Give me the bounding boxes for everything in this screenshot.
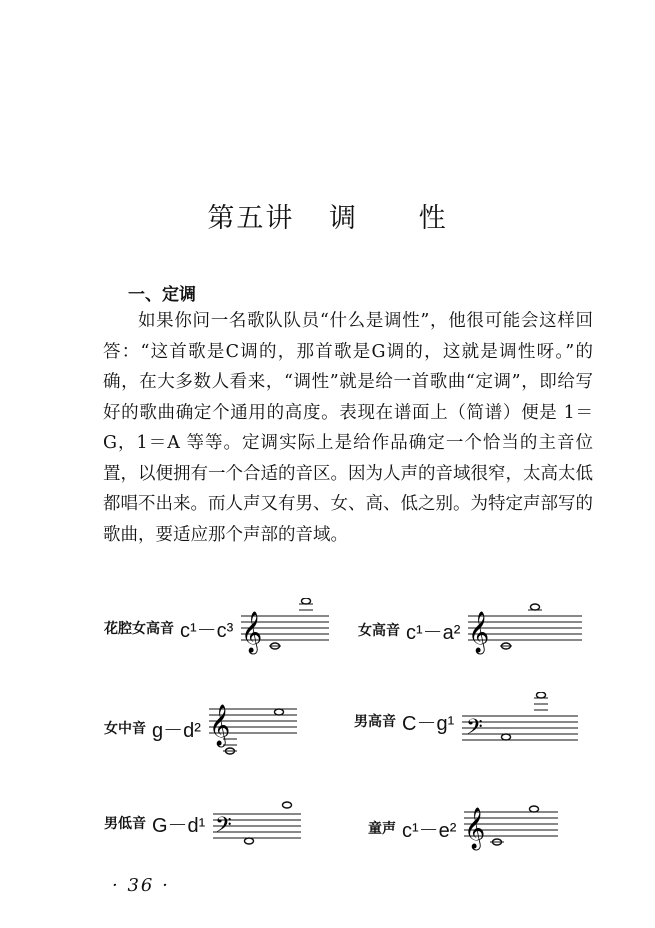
range-label: C－g¹ bbox=[402, 712, 455, 735]
page-number: · 36 · bbox=[112, 875, 170, 896]
range-label: c¹－e² bbox=[402, 819, 457, 842]
high-note bbox=[302, 598, 311, 604]
treble-clef-icon: 𝄞 bbox=[208, 705, 231, 746]
range-item-bass bbox=[104, 798, 303, 848]
voice-label: 童声 bbox=[368, 821, 396, 837]
high-note bbox=[283, 802, 292, 808]
treble-staff bbox=[239, 598, 331, 658]
treble-staff bbox=[466, 602, 584, 658]
paragraph: 如果你问一名歌队队员“什么是调性”，他很可能会这样回答：“这首歌是C调的，那首歌是G调的，这就是调性呀。”的确，在大多数人看来，“调性”就是给一首歌曲“定调”，即给写好的歌曲确定个通用的高度。表现在谱面上（简谱）便是 1＝G，1＝A 等等。定调实际上是给作品确定一个恰当的主音位置，以便拥有一个合适的音区。因为人声的音域很窄，太高太低都唱不出来。而人声又有男、女、高、低之别。为特定声部写的歌曲，要适应那个声部的音域。 bbox=[103, 311, 593, 545]
range-label: G－d¹ bbox=[152, 814, 206, 837]
high-note bbox=[531, 604, 540, 610]
bass-clef-icon: 𝄢 bbox=[466, 715, 483, 745]
voice-label: 花腔女高音 bbox=[104, 621, 174, 637]
treble-staff bbox=[462, 800, 560, 856]
range-item-mezzo bbox=[104, 697, 299, 759]
range-label: c¹－a² bbox=[406, 621, 461, 644]
range-item-child bbox=[368, 800, 560, 856]
chapter-word-1: 调 bbox=[329, 203, 358, 234]
section-heading: 一、定调 bbox=[128, 285, 196, 305]
voice-label: 女高音 bbox=[358, 623, 400, 639]
voice-label: 男低音 bbox=[104, 816, 146, 832]
range-label: c¹－c³ bbox=[180, 619, 234, 642]
range-item-coloratura bbox=[104, 598, 331, 658]
low-note bbox=[245, 838, 254, 844]
range-label: g－d² bbox=[152, 719, 201, 742]
bass-staff bbox=[460, 692, 580, 750]
chapter-word-2: 性 bbox=[418, 203, 448, 234]
bass-staff bbox=[211, 798, 303, 848]
high-note bbox=[274, 709, 283, 715]
treble-staff bbox=[207, 697, 299, 759]
treble-clef-icon: 𝄞 bbox=[241, 612, 263, 653]
range-item-tenor bbox=[354, 692, 580, 750]
chapter-number: 第五讲 bbox=[207, 203, 295, 234]
voice-label: 女中音 bbox=[104, 721, 146, 737]
high-note bbox=[537, 692, 546, 698]
treble-clef-icon: 𝄞 bbox=[464, 808, 486, 849]
range-item-soprano bbox=[358, 602, 584, 658]
treble-clef-icon: 𝄞 bbox=[468, 612, 490, 653]
bass-clef-icon: 𝄢 bbox=[215, 813, 233, 843]
voice-label: 男高音 bbox=[354, 714, 396, 730]
low-note bbox=[502, 734, 511, 740]
high-note bbox=[530, 806, 539, 812]
